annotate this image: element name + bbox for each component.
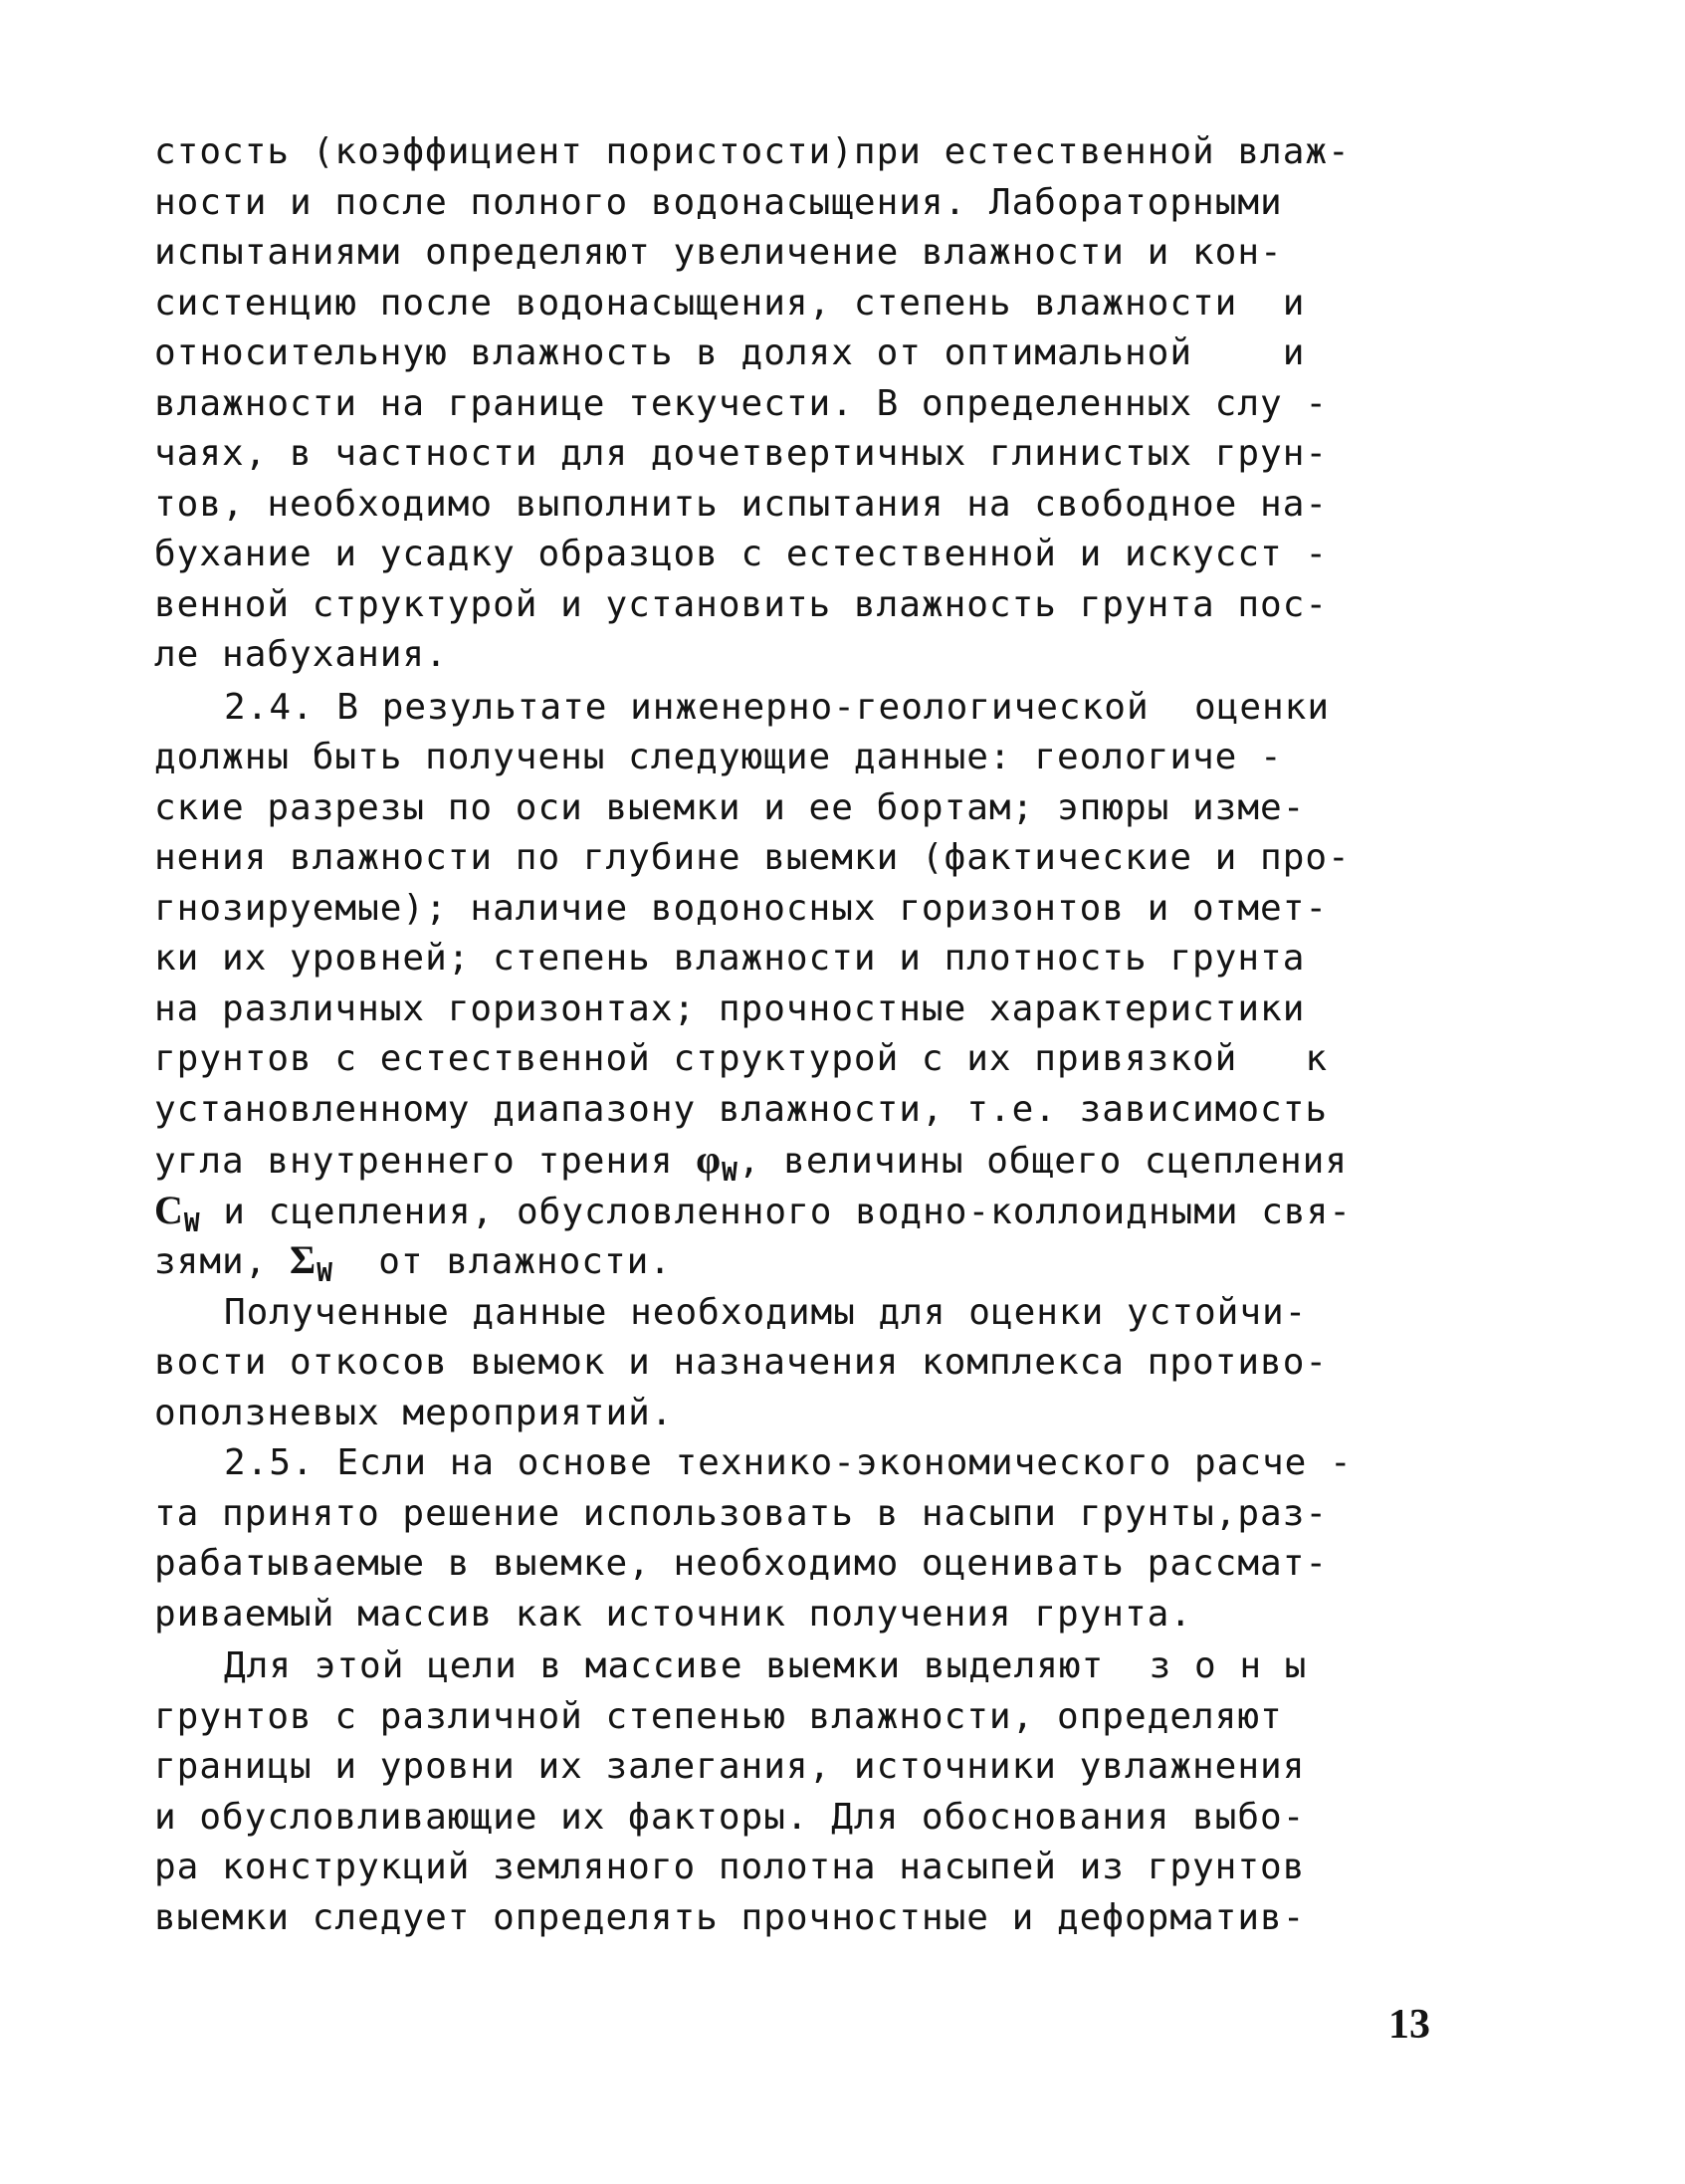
text-line: венной структурой и установить влажность грунта пос- [154, 583, 1329, 625]
text-line: грунтов с естественной структурой с их привязкой к [154, 1038, 1329, 1079]
c-symbol: C [154, 1187, 184, 1232]
text-line-c [154, 1186, 1448, 1236]
text-line: выемки следует определять прочностные и деформатив- [154, 1896, 1306, 1938]
text-line: на различных горизонтах; прочностные характеристики [154, 987, 1306, 1029]
text-line: границы и уровни их залегания, источники увлажнения [154, 1746, 1306, 1787]
text-line: ности и после полного водонасыщения. Лабораторными [154, 181, 1283, 223]
text-line: вости откосов выемок и назначения комплекса противо- [154, 1342, 1329, 1383]
page-number: 13 [1388, 2002, 1430, 2048]
phi-symbol: φ [696, 1137, 723, 1182]
line-text-pre: зями, [154, 1241, 291, 1282]
text-line: систенцию после водонасыщения, степень влажности и [154, 282, 1306, 324]
text-line: ские разрезы по оси выемки и ее бортам; эпюры изме- [154, 786, 1306, 828]
paragraph-2-4-start: 2.4. В результате инженерно-геологической оценки [224, 686, 1331, 728]
phi-subscript: W [722, 1158, 738, 1188]
line-text-pre: угла внутреннего трения [154, 1141, 697, 1182]
text-line: и обусловливающие их факторы. Для обоснования выбо- [154, 1796, 1306, 1838]
text-line: бухание и усадку образцов с естественной и искусст - [154, 534, 1329, 574]
text-line: грунтов с различной степенью влажности, определяют [154, 1695, 1283, 1737]
line-text-post: от влажности. [332, 1241, 672, 1282]
text-line: ра конструкций земляного полотна насыпей из грунтов [154, 1847, 1306, 1887]
text-line: ле набухания. [154, 634, 448, 675]
text-line: чаях, в частности для дочетвертичных глинистых грун- [154, 433, 1329, 474]
paragraph-2-5-start: 2.5. Если на основе технико-экономического расче - [224, 1442, 1353, 1483]
line-text-post: , величины общего сцепления [737, 1141, 1348, 1182]
text-line-sigma [154, 1235, 1448, 1286]
text-line: оползневых мероприятий. [154, 1392, 674, 1433]
paragraph-results-start: Полученные данные необходимы для оценки устойчи- [224, 1291, 1308, 1333]
text-line: рабатываемые в выемке, необходимо оценивать рассмат- [154, 1543, 1329, 1584]
text-line: влажности на границе текучести. В определенных слу - [154, 382, 1329, 424]
text-line: гнозируемые); наличие водоносных горизонтов и отмет- [154, 887, 1329, 929]
text-line: установленному диапазону влажности, т.е. зависимость [154, 1088, 1329, 1130]
text-line: та принято решение использовать в насыпи грунты,раз- [154, 1492, 1329, 1534]
line-text-post: и сцепления, обусловленного водно-коллоидными свя- [200, 1191, 1352, 1232]
sigma-subscript: W [316, 1258, 333, 1288]
sigma-symbol: Σ [290, 1237, 317, 1282]
c-subscript: W [183, 1207, 201, 1238]
text-line: ки их уровней; степень влажности и плотность грунта [154, 938, 1306, 979]
text-body [154, 127, 1448, 1943]
text-line-phi [154, 1135, 1448, 1186]
text-line: испытаниями определяют увеличение влажности и кон- [154, 232, 1283, 273]
text-line: должны быть получены следующие данные: геологиче - [154, 737, 1283, 777]
text-line: тов, необходимо выполнить испытания на свободное на- [154, 483, 1329, 525]
paragraph-zones-start: Для этой цели в массиве выемки выделяют з о н ы [224, 1645, 1308, 1686]
text-line: нения влажности по глубине выемки (фактические и про- [154, 837, 1351, 878]
text-line: риваемый массив как источник получения грунта. [154, 1593, 1192, 1635]
text-line: относительную влажность в долях от оптимальной и [154, 332, 1306, 373]
text-line: стость (коэффициент пористости)при естественной влаж- [154, 131, 1351, 172]
